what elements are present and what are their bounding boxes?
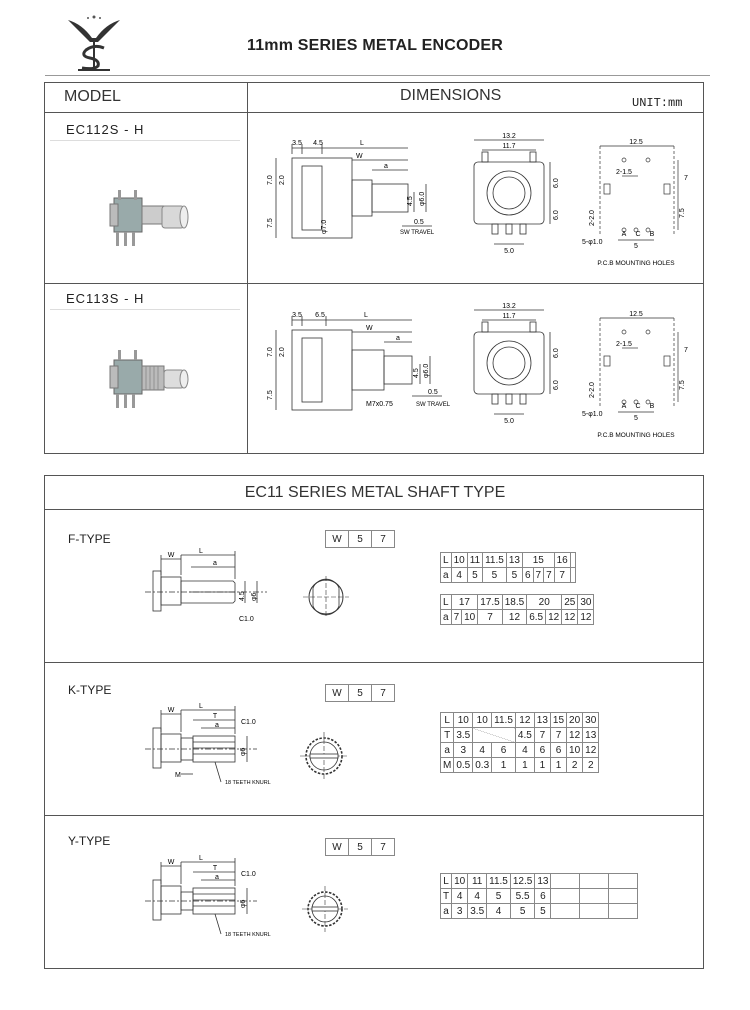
y-L: L bbox=[199, 855, 203, 862]
dim-dia1: φ7.0 bbox=[321, 219, 328, 234]
table-cell: 20 bbox=[527, 595, 562, 610]
pcb-r2: 7.5 bbox=[679, 208, 686, 218]
y-d2: φ6 bbox=[240, 899, 247, 908]
table-cell: 7 bbox=[554, 568, 570, 583]
table-row bbox=[441, 713, 599, 728]
pcb-w-2: 12.5 bbox=[629, 311, 643, 318]
pcb-holes: 5-φ1.0 bbox=[582, 239, 603, 246]
pcb-B: B bbox=[649, 231, 655, 238]
f-W: W bbox=[167, 552, 175, 559]
table-cell: 5 bbox=[467, 568, 482, 583]
dim-dia3-2: 4.5 bbox=[413, 368, 420, 378]
front-h1-2: 6.0 bbox=[553, 348, 560, 358]
f-d1: 4.5 bbox=[239, 591, 246, 601]
pcb-w: 12.5 bbox=[629, 139, 643, 146]
table-cell bbox=[473, 728, 516, 743]
table-cell: 11 bbox=[467, 553, 482, 568]
pcb-r: 7 bbox=[684, 175, 688, 182]
table-cell: 30 bbox=[578, 595, 594, 610]
front-w1-2: 13.2 bbox=[502, 303, 516, 310]
dim-sw: 0.5 bbox=[414, 219, 424, 226]
table-cell: 4 bbox=[473, 743, 492, 758]
section-divider-1 bbox=[44, 662, 704, 663]
k-knurl: 18 TEETH KNURL bbox=[225, 780, 271, 786]
table-cell: 10 bbox=[473, 713, 492, 728]
ec113s-pcb-drawing bbox=[578, 308, 698, 444]
table-cell: 5 bbox=[349, 839, 372, 856]
table-cell: 5 bbox=[506, 568, 522, 583]
table-cell: 6.5 bbox=[527, 610, 546, 625]
front-h2: 6.0 bbox=[553, 210, 560, 220]
table-cell: 20 bbox=[567, 713, 583, 728]
table-cell: L bbox=[441, 713, 454, 728]
table-cell bbox=[570, 568, 575, 583]
table-cell: 12 bbox=[567, 728, 583, 743]
f-type-table-2 bbox=[440, 594, 594, 625]
table-cell: W bbox=[326, 685, 349, 702]
dim-W: W bbox=[356, 153, 363, 160]
table-cell: 10 bbox=[567, 743, 583, 758]
table-cell: 2 bbox=[567, 758, 583, 773]
k-a: a bbox=[215, 722, 219, 729]
pcb-caption-2: P.C.B MOUNTING HOLES bbox=[597, 432, 675, 439]
table-cell bbox=[551, 874, 580, 889]
table-cell: 7 bbox=[372, 839, 395, 856]
table-cell: 7 bbox=[544, 568, 555, 583]
table-cell bbox=[580, 889, 609, 904]
table-cell: T bbox=[441, 728, 454, 743]
pcb-holes-2: 5-φ1.0 bbox=[582, 411, 603, 418]
table-cell: 5 bbox=[349, 685, 372, 702]
table-cell: 3.5 bbox=[468, 904, 487, 919]
table-cell: 7 bbox=[451, 610, 462, 625]
table-cell bbox=[609, 904, 638, 919]
table-cell: L bbox=[441, 553, 452, 568]
table-cell bbox=[551, 904, 580, 919]
ec113s-product-photo bbox=[96, 344, 196, 420]
pcb-v-2: 5 bbox=[634, 415, 638, 422]
model-name-ec112s: EC112S - H bbox=[66, 122, 145, 137]
table-cell: T bbox=[441, 889, 452, 904]
y-a: a bbox=[215, 874, 219, 881]
table-cell: 7 bbox=[478, 610, 502, 625]
ec112s-side-drawing bbox=[262, 130, 462, 260]
table-cell: 3 bbox=[454, 743, 473, 758]
dim-d1-2: 3.5 bbox=[292, 312, 302, 319]
table-row bbox=[441, 904, 638, 919]
table-cell: 4 bbox=[451, 568, 467, 583]
table-cell bbox=[551, 889, 580, 904]
front-b-2: 5.0 bbox=[504, 418, 514, 425]
table-row bbox=[441, 728, 599, 743]
table-cell: 10 bbox=[452, 874, 468, 889]
table-row bbox=[441, 889, 638, 904]
pcb-r-2: 7 bbox=[684, 347, 688, 354]
table-row bbox=[441, 553, 576, 568]
table-cell: 15 bbox=[522, 553, 554, 568]
table-cell: 6 bbox=[492, 743, 516, 758]
table-cell bbox=[570, 553, 575, 568]
f-type-w-table bbox=[325, 530, 395, 548]
ec112s-pcb-drawing bbox=[578, 136, 698, 272]
table-cell: 11.5 bbox=[492, 713, 516, 728]
table-cell: 12.5 bbox=[510, 874, 534, 889]
table-cell: 7 bbox=[372, 531, 395, 548]
k-type-end-view bbox=[300, 732, 348, 780]
table-cell: 12 bbox=[502, 610, 526, 625]
k-c: C1.0 bbox=[241, 719, 256, 726]
table-cell: 25 bbox=[562, 595, 578, 610]
section-header-divider bbox=[44, 509, 704, 510]
table-cell: 12 bbox=[562, 610, 578, 625]
k-L: L bbox=[199, 703, 203, 710]
pcb-p-2: 2-1.5 bbox=[616, 341, 632, 348]
y-W: W bbox=[167, 859, 175, 866]
dim-sw-2: 0.5 bbox=[428, 389, 438, 396]
table-cell: L bbox=[441, 874, 452, 889]
table-cell: 12 bbox=[578, 610, 594, 625]
k-type-w-table bbox=[325, 684, 395, 702]
table-cell: 18.5 bbox=[502, 595, 526, 610]
table-cell: 7 bbox=[550, 728, 566, 743]
table-cell: 5.5 bbox=[510, 889, 534, 904]
y-type-table bbox=[440, 873, 638, 919]
table-cell: 4 bbox=[487, 904, 511, 919]
y-c: C1.0 bbox=[241, 871, 256, 878]
y-type-end-view bbox=[302, 886, 348, 932]
pcb-A-2: A bbox=[621, 403, 627, 410]
table-cell: 13 bbox=[535, 874, 551, 889]
section-title: EC11 SERIES METAL SHAFT TYPE bbox=[244, 484, 506, 501]
y-knurl: 18 TEETH KNURL bbox=[225, 932, 271, 938]
table-cell: 7 bbox=[533, 568, 544, 583]
k-type-table bbox=[440, 712, 599, 773]
table-cell: 15 bbox=[550, 713, 566, 728]
k-type-drawing bbox=[145, 700, 285, 790]
pcb-C-2: C bbox=[635, 403, 641, 410]
dim-h3-2: 7.5 bbox=[267, 390, 274, 400]
table-row bbox=[441, 743, 599, 758]
unit-label: UNIT:mm bbox=[632, 96, 683, 110]
ec113s-front-drawing bbox=[462, 302, 562, 426]
table-col-divider bbox=[247, 82, 248, 454]
table-cell: 10 bbox=[454, 713, 473, 728]
table-cell: 13 bbox=[583, 728, 599, 743]
table-cell: 30 bbox=[583, 713, 599, 728]
model-name-ec113s: EC113S - H bbox=[66, 291, 145, 306]
pcb-v: 5 bbox=[634, 243, 638, 250]
front-w2: 11.7 bbox=[502, 143, 516, 150]
page-title: 11mm SERIES METAL ENCODER bbox=[246, 37, 504, 54]
dim-h2: 2.0 bbox=[279, 175, 286, 185]
pcb-l1-2: 2-2.0 bbox=[589, 382, 596, 398]
pcb-B-2: B bbox=[649, 403, 655, 410]
dim-dia2-2: φ6.0 bbox=[423, 363, 430, 378]
table-cell: a bbox=[441, 743, 454, 758]
pcb-p: 2-1.5 bbox=[616, 169, 632, 176]
front-h1: 6.0 bbox=[553, 178, 560, 188]
table-cell: W bbox=[326, 839, 349, 856]
model-header: MODEL bbox=[64, 88, 121, 105]
table-cell: 16 bbox=[554, 553, 570, 568]
table-row bbox=[441, 568, 576, 583]
pcb-C: C bbox=[635, 231, 641, 238]
table-cell: a bbox=[441, 568, 452, 583]
header-rule bbox=[45, 75, 710, 76]
table-cell: 4 bbox=[452, 889, 468, 904]
pcb-caption: P.C.B MOUNTING HOLES bbox=[597, 260, 675, 267]
table-cell: 13 bbox=[534, 713, 550, 728]
table-cell: 6 bbox=[534, 743, 550, 758]
table-cell: 2 bbox=[583, 758, 599, 773]
table-cell: 4.5 bbox=[515, 728, 534, 743]
table-cell: 6 bbox=[550, 743, 566, 758]
table-cell: 5 bbox=[487, 889, 511, 904]
dim-d2: 4.5 bbox=[313, 140, 323, 147]
front-b: 5.0 bbox=[504, 248, 514, 255]
ec112s-front-drawing bbox=[462, 132, 562, 256]
dim-dia3: 4.5 bbox=[407, 196, 414, 206]
dim-h2-2: 2.0 bbox=[279, 347, 286, 357]
table-cell: 3 bbox=[452, 904, 468, 919]
table-cell: 6 bbox=[535, 889, 551, 904]
table-row bbox=[441, 610, 594, 625]
dim-h1-2: 7.0 bbox=[267, 347, 274, 357]
y-T: T bbox=[212, 865, 218, 872]
table-cell: 7 bbox=[534, 728, 550, 743]
table-cell: 4 bbox=[515, 743, 534, 758]
table-row bbox=[441, 595, 594, 610]
table-cell: a bbox=[441, 610, 452, 625]
table-cell: 11.5 bbox=[483, 553, 507, 568]
y-type-w-table bbox=[325, 838, 395, 856]
dim-a: a bbox=[384, 163, 388, 170]
f-type-table-1 bbox=[440, 552, 576, 583]
section-divider-2 bbox=[44, 815, 704, 816]
table-cell: 1 bbox=[492, 758, 516, 773]
dim-sw-label: SW TRAVEL bbox=[400, 230, 435, 236]
table-cell: 11 bbox=[468, 874, 487, 889]
dim-sw-label-2: SW TRAVEL bbox=[416, 402, 451, 408]
f-type-end-view bbox=[303, 576, 349, 618]
table-cell: 3.5 bbox=[454, 728, 473, 743]
table-cell bbox=[609, 889, 638, 904]
dim-h3: 7.5 bbox=[267, 218, 274, 228]
table-cell: 4 bbox=[468, 889, 487, 904]
dimensions-header: DIMENSIONS bbox=[400, 87, 502, 104]
table-cell: 5 bbox=[510, 904, 534, 919]
table-cell: 5 bbox=[349, 531, 372, 548]
dim-L: L bbox=[360, 140, 364, 147]
dim-dia2: φ6.0 bbox=[419, 191, 426, 206]
table-cell: 13 bbox=[506, 553, 522, 568]
k-W: W bbox=[167, 707, 175, 714]
pcb-A: A bbox=[621, 231, 627, 238]
table-cell: 17.5 bbox=[478, 595, 502, 610]
k-T: T bbox=[212, 713, 218, 720]
table-cell: M bbox=[441, 758, 454, 773]
table-cell: 6 bbox=[522, 568, 533, 583]
table-cell bbox=[609, 874, 638, 889]
ec113s-side-drawing bbox=[262, 302, 462, 432]
table-cell: 17 bbox=[451, 595, 478, 610]
f-c: C1.0 bbox=[239, 616, 254, 623]
f-type-drawing bbox=[145, 545, 275, 630]
table-cell: 0.3 bbox=[473, 758, 492, 773]
table-cell: 11.5 bbox=[487, 874, 511, 889]
f-d2: φ6 bbox=[251, 592, 258, 601]
table-cell: a bbox=[441, 904, 452, 919]
front-h2-2: 6.0 bbox=[553, 380, 560, 390]
y-type-label: Y-TYPE bbox=[68, 834, 111, 848]
table-cell: 7 bbox=[372, 685, 395, 702]
table-cell: 12 bbox=[546, 610, 562, 625]
table-cell: 5 bbox=[535, 904, 551, 919]
f-a: a bbox=[213, 560, 217, 567]
table-cell: 5 bbox=[483, 568, 507, 583]
table-cell: L bbox=[441, 595, 452, 610]
table-cell: 0.5 bbox=[454, 758, 473, 773]
table-cell: 10 bbox=[462, 610, 478, 625]
f-type-label: F-TYPE bbox=[68, 532, 111, 546]
dim-d1: 3.5 bbox=[292, 140, 302, 147]
table-cell: 1 bbox=[550, 758, 566, 773]
dim-W-2: W bbox=[366, 325, 373, 332]
table-cell: 1 bbox=[515, 758, 534, 773]
table-cell: 10 bbox=[451, 553, 467, 568]
k-type-label: K-TYPE bbox=[68, 683, 112, 697]
front-w2-2: 11.7 bbox=[502, 313, 516, 320]
f-L: L bbox=[199, 548, 203, 555]
table-cell bbox=[580, 904, 609, 919]
table-cell: 12 bbox=[583, 743, 599, 758]
front-w1: 13.2 bbox=[502, 133, 516, 140]
ec112s-product-photo bbox=[96, 178, 196, 258]
pcb-l1: 2-2.0 bbox=[589, 210, 596, 226]
table-cell: W bbox=[326, 531, 349, 548]
pcb-r2-2: 7.5 bbox=[679, 380, 686, 390]
dim-d2-2: 6.5 bbox=[315, 312, 325, 319]
y-type-drawing bbox=[145, 852, 285, 942]
dim-h1: 7.0 bbox=[267, 175, 274, 185]
dim-L-2: L bbox=[364, 312, 368, 319]
model-row-rule-2 bbox=[50, 309, 240, 310]
k-d2: φ6 bbox=[240, 747, 247, 756]
table-row bbox=[441, 758, 599, 773]
table-header-divider bbox=[44, 112, 704, 113]
dim-a-2: a bbox=[396, 335, 400, 342]
model-row-rule bbox=[50, 140, 240, 141]
table-cell: 12 bbox=[515, 713, 534, 728]
table-row bbox=[441, 874, 638, 889]
dim-thread: M7x0.75 bbox=[366, 401, 393, 408]
table-cell: 1 bbox=[534, 758, 550, 773]
table-row-divider bbox=[44, 283, 704, 284]
table-cell bbox=[580, 874, 609, 889]
k-M: M bbox=[175, 772, 181, 779]
